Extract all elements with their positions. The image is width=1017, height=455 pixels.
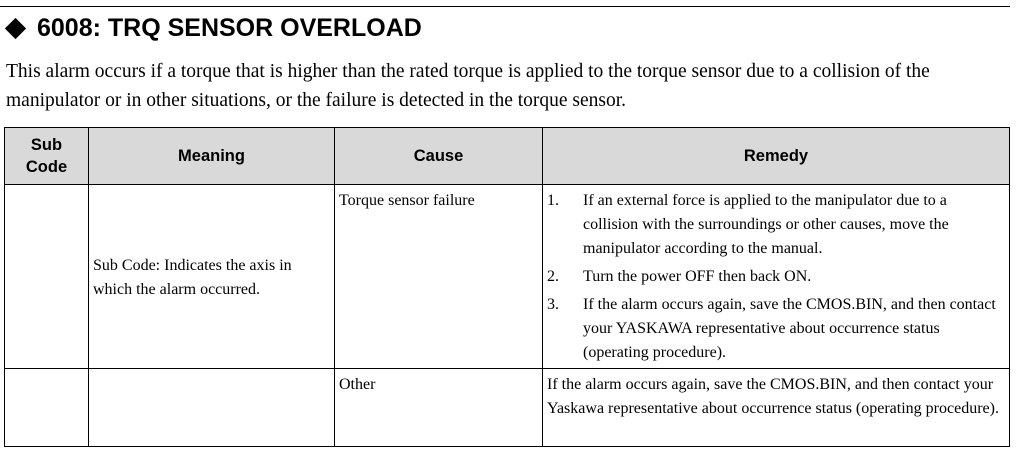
alarm-title: 6008: TRQ SENSOR OVERLOAD — [37, 13, 422, 42]
step-number: 3. — [547, 296, 559, 313]
meaning-cell — [89, 369, 335, 447]
table-row — [5, 369, 1010, 447]
top-rule — [0, 6, 1010, 7]
sub-code-cell — [5, 369, 89, 447]
header-sub-code: Sub Code — [5, 128, 89, 185]
alarm-table — [4, 127, 1010, 447]
header-remedy: Remedy — [543, 128, 1010, 185]
remedy-cell — [543, 185, 1010, 369]
step-number: 2. — [547, 268, 559, 285]
table-row — [5, 185, 1010, 369]
cause-cell: Other — [335, 369, 543, 447]
step-text: If the alarm occurs again, save the CMOS.BIN, and then contact your YASKAWA representative about occurrence status (operating procedure). — [583, 296, 996, 361]
step-text: Turn the power OFF then back ON. — [583, 268, 812, 285]
meaning-cell: Sub Code: Indicates the axis in which the alarm occurred. — [89, 185, 335, 369]
remedy-step — [547, 189, 1005, 261]
remedy-steps — [547, 189, 1005, 365]
remedy-step — [547, 293, 1005, 365]
sub-code-cell — [5, 185, 89, 369]
remedy-step — [547, 265, 1005, 289]
step-text: If an external force is applied to the manipulator due to a collision with the surroundings or other causes, move the manipulator according to the manual. — [583, 192, 949, 257]
alarm-description: This alarm occurs if a torque that is higher than the rated torque is applied to the torque sensor due to a collision of the manipulator or in other situations, or the failure is detected in the torque sensor. — [6, 61, 930, 111]
step-number: 1. — [547, 192, 559, 209]
header-meaning: Meaning — [89, 128, 335, 185]
cause-cell: Torque sensor failure — [335, 185, 543, 369]
diamond-bullet-icon — [5, 17, 26, 38]
alarm-heading — [6, 13, 422, 43]
table-header-row — [5, 128, 1010, 185]
header-cause: Cause — [335, 128, 543, 185]
remedy-cell: If the alarm occurs again, save the CMOS.BIN, and then contact your Yaskawa representative about occurrence status (operating procedure). — [543, 369, 1010, 447]
